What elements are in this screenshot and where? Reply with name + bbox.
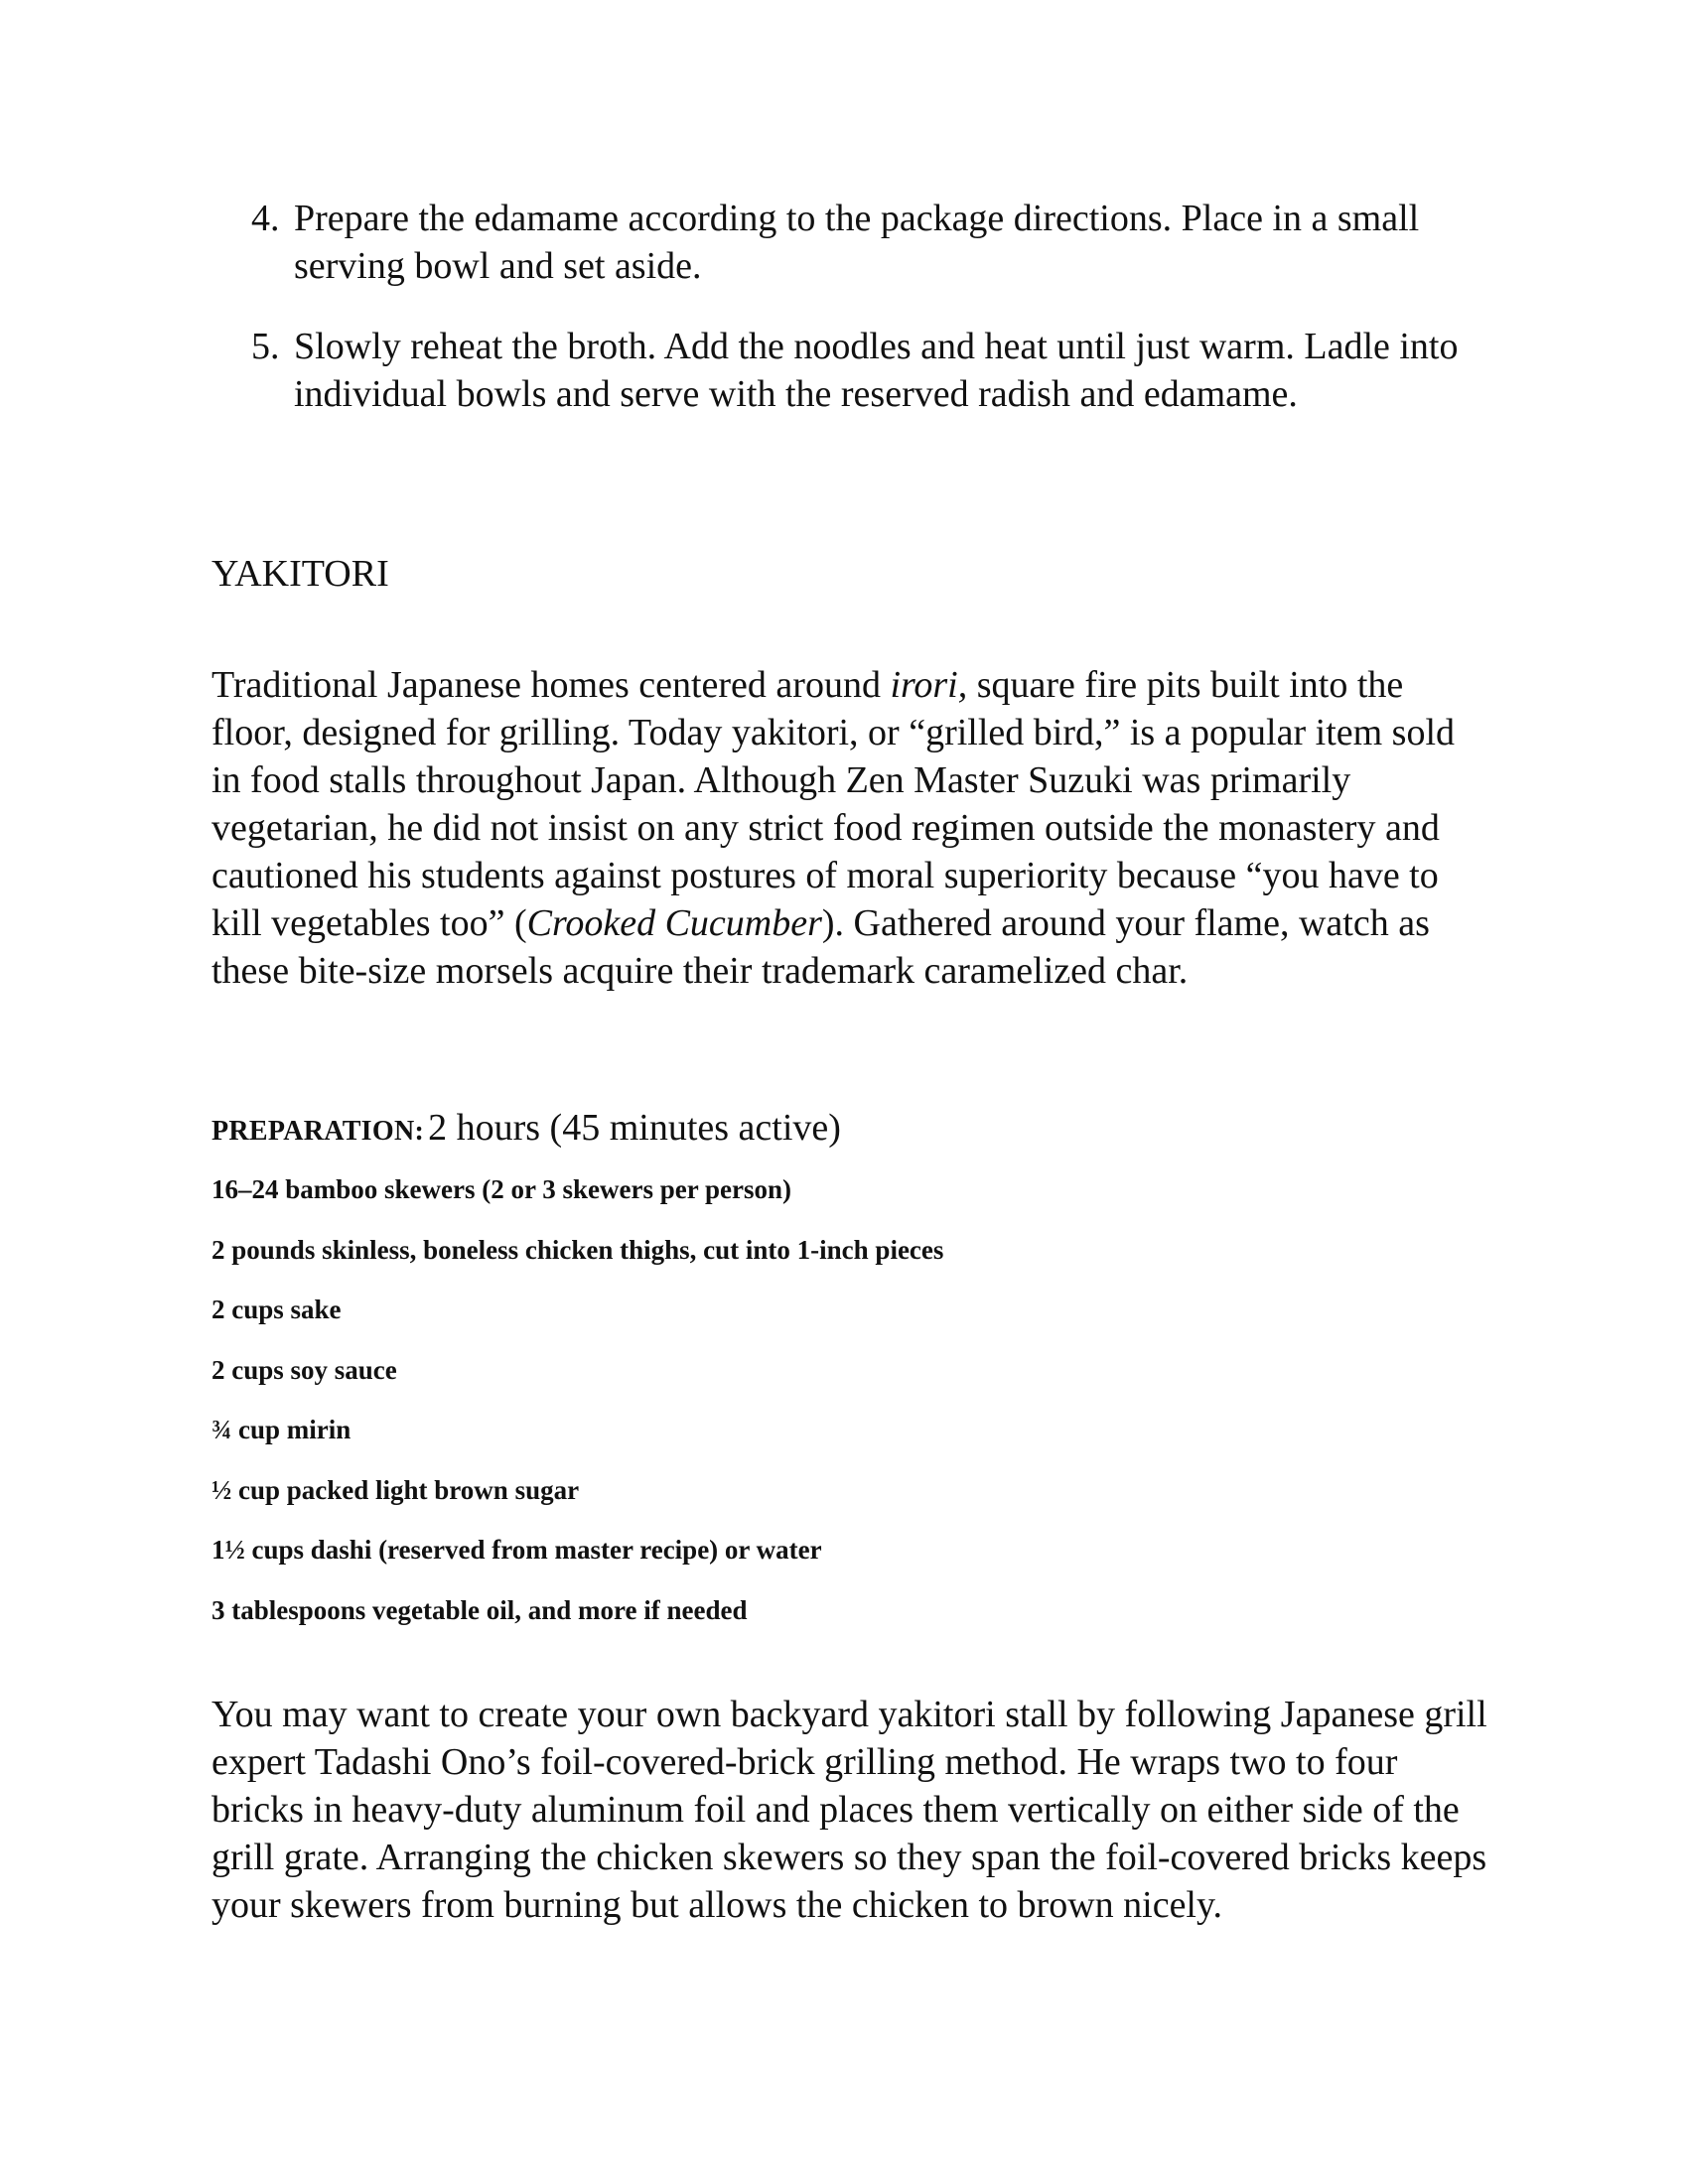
ingredient-item: 2 cups soy sauce	[211, 1354, 397, 1385]
recipe-title: YAKITORI	[211, 553, 389, 595]
step-text: Slowly reheat the broth. Add the noodles and heat until just warm. Ladle into individual bowls and serve with the reserved radish and edamame.	[294, 326, 1459, 415]
step-number: 5.	[251, 326, 280, 367]
recipe-steps	[248, 195, 1489, 451]
ingredient-list	[211, 1174, 943, 1655]
ingredient-item: 2 pounds skinless, boneless chicken thighs, cut into 1-inch pieces	[211, 1234, 944, 1265]
book-title: Crooked Cucumber	[526, 902, 822, 944]
intro-italic-term: irori,	[890, 664, 968, 706]
ingredient-item: 1½ cups dashi (reserved from master recipe) or water	[211, 1535, 822, 1565]
recipe-step	[248, 323, 1489, 418]
ingredient-item: 3 tablespoons vegetable oil, and more if needed	[211, 1594, 748, 1625]
ingredient-item: 16–24 bamboo skewers (2 or 3 skewers per person)	[211, 1174, 791, 1204]
ingredient-item: ½ cup packed light brown sugar	[211, 1474, 580, 1505]
ingredient-item: 2 cups sake	[211, 1295, 342, 1324]
intro-text: Traditional Japanese homes centered around	[211, 664, 891, 706]
preparation-time	[211, 1104, 841, 1160]
step-number: 4.	[251, 198, 280, 239]
intro-paragraph	[211, 661, 1492, 995]
preparation-value: 2 hours (45 minutes active)	[428, 1107, 841, 1149]
grilling-tip-paragraph: You may want to create your own backyard yakitori stall by following Japanese grill expert Tadashi Ono’s foil-covered-brick grilling method. He wraps two to four bricks in heavy-duty aluminum foil and places them vertically on either side of the grill grate. Arranging the chicken skewers so they span the foil-covered bricks keeps your skewers from burning but allows the chicken to brown nicely.	[211, 1694, 1487, 1926]
intro-text: ). Gathered around your flame, watch as these bite-size morsels acquire their trademark caramelized char.	[211, 902, 1430, 992]
preparation-label: PREPARATION:	[211, 1116, 425, 1147]
recipe-step	[248, 195, 1489, 290]
intro-text: square fire pits built into the floor, designed for grilling. Today yakitori, or “grilled bird,” is a popular item sold in food stalls throughout Japan. Although Zen Master Suzuki was primarily vegetarian, he did not insist on any strict food regimen outside the monastery and cautioned his students against postures of moral superiority because “you have to kill vegetables too” (	[211, 664, 1456, 944]
ingredient-item: ¾ cup mirin	[211, 1415, 352, 1444]
step-text: Prepare the edamame according to the package directions. Place in a small serving bowl and set aside.	[294, 198, 1420, 287]
